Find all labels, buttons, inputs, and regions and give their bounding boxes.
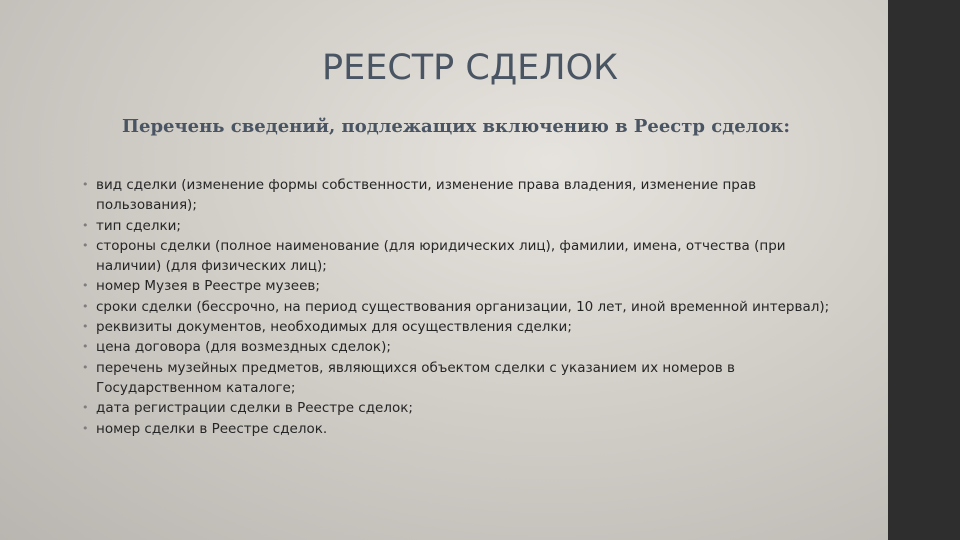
bullet-icon: • [82, 340, 89, 354]
list-item [78, 398, 848, 418]
list-item [78, 358, 848, 399]
list-item [78, 175, 848, 216]
list-item-text: номер сделки в Реестре сделок. [96, 420, 328, 437]
list-item-text: перечень музейных предметов, являющихся объектом сделки с указанием их номеров в Государственном каталоге; [96, 359, 735, 396]
side-bar [888, 0, 960, 540]
list-item [78, 419, 848, 439]
bullet-icon: • [82, 421, 89, 435]
bullet-icon: • [82, 360, 89, 374]
list-item-text: стороны сделки (полное наименование (для юридических лиц), фамилии, имена, отчества (при наличии) (для физических лиц); [96, 237, 786, 275]
slide-subtitle: Перечень сведений, подлежащих включению в Реестр сделок: [122, 116, 790, 137]
list-item [78, 317, 848, 337]
list-item [78, 236, 848, 277]
bullet-icon: • [82, 238, 89, 252]
list-item-text: вид сделки (изменение формы собственности, изменение права владения, изменение прав пользования); [96, 177, 757, 214]
list-item-text: реквизиты документов, необходимых для осуществления сделки; [96, 319, 572, 336]
list-item [78, 337, 848, 357]
list-item-text: дата регистрации сделки в Реестре сделок; [96, 400, 413, 417]
list-item-text: цена договора (для возмездных сделок); [96, 339, 391, 356]
list-item [78, 297, 848, 317]
bullet-icon: • [82, 279, 89, 293]
list-item-text: номер Музея в Реестре музеев; [96, 278, 320, 295]
list-item-text: тип сделки; [96, 217, 181, 234]
bullet-icon: • [82, 178, 89, 191]
bullet-list [78, 175, 848, 439]
bullet-icon: • [82, 401, 89, 415]
list-item [78, 276, 848, 296]
slide-title: РЕЕСТР СДЕЛОК [322, 48, 618, 88]
bullet-icon: • [82, 320, 89, 334]
list-item-text: сроки сделки (бессрочно, на период существования организации, 10 лет, иной временной интервал); [96, 298, 830, 315]
bullet-icon: • [82, 299, 89, 313]
bullet-icon: • [82, 218, 89, 232]
list-item [78, 216, 848, 236]
